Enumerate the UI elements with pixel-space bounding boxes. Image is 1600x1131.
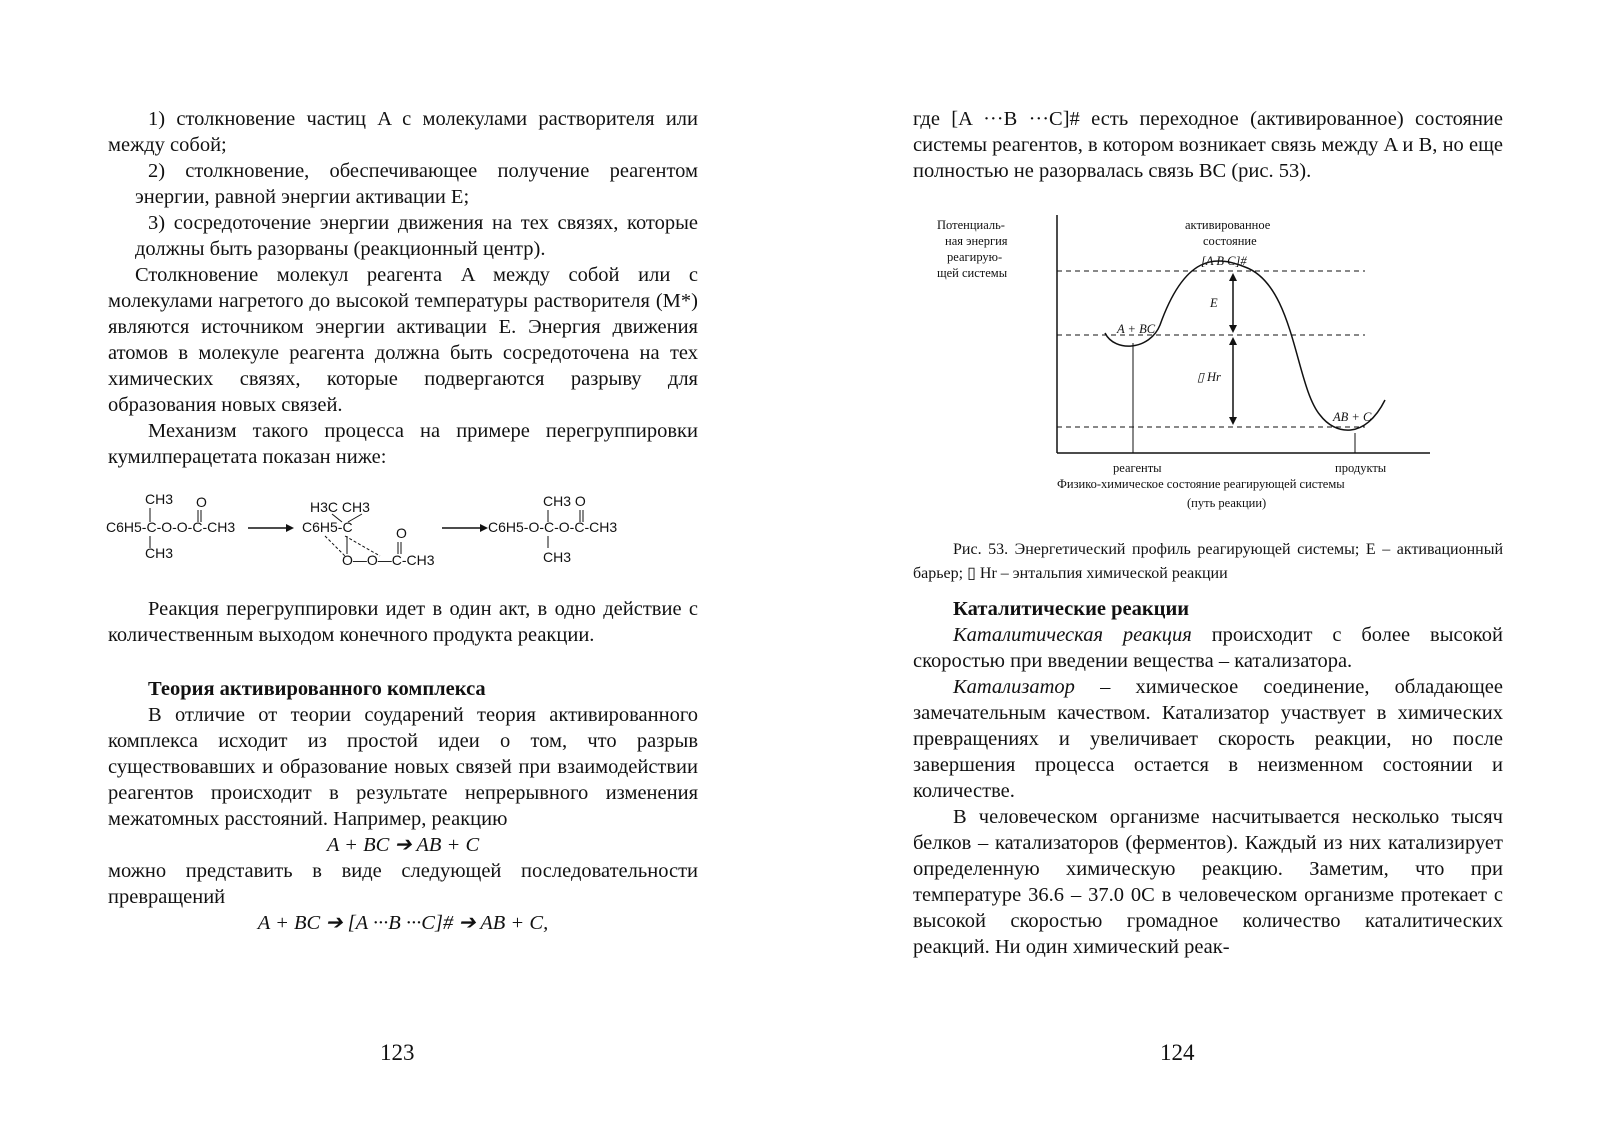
paragraph-catalytic-reaction	[913, 622, 1503, 674]
list-item-3: 3) сосредоточение энергии движения на тех связях, которые должны быть разорваны (реакционный центр).	[135, 212, 698, 260]
ts-label-line-1: активированное	[1185, 218, 1271, 232]
paragraph-mechanism: Механизм такого процесса на примере перегруппировки кумилперацетата показан ниже:	[108, 420, 698, 468]
right-page-lower	[913, 596, 1503, 960]
reactants-formula: A + BC	[1117, 322, 1156, 336]
energy-profile-diagram	[937, 215, 1465, 525]
m2-carbonyl-o: O	[396, 525, 407, 541]
left-page	[108, 106, 698, 470]
page-number-left: 123	[380, 1040, 415, 1065]
x-products-label: продукты	[1335, 461, 1387, 475]
left-page-lower	[108, 596, 698, 936]
paragraph-transition-state: где [A ···B ···C]# есть переходное (активированное) состояние системы реагентов, в котором возникает связь между A и B, но еще полностью не разорвалась связь BC (рис. 53).	[913, 108, 1503, 182]
paragraph-sequence: можно представить в виде следующей последовательности превращений	[108, 860, 698, 908]
x-reactants-label: реагенты	[1113, 461, 1162, 475]
figure-caption: Рис. 53. Энергетический профиль реагирующей системы; E – активационный барьер; ▯ Hr – энтальпия химической реакции	[913, 541, 1503, 582]
products-formula: AB + C	[1333, 410, 1372, 424]
m3-main-chain: C6H5-O-C-O-C-CH3	[488, 519, 618, 535]
heading-catalytic: Каталитические реакции	[953, 598, 1190, 620]
list-item-1: 1) столкновение частиц A с молекулами растворителя или между собой;	[108, 108, 698, 156]
m2-bottom-chain: O—O—C-CH3	[342, 552, 435, 568]
ylabel-line-4: щей системы	[937, 266, 1008, 280]
term-catalyst: Катализатор	[953, 676, 1075, 698]
m2-top-groups: H3C CH3	[310, 499, 370, 515]
xlabel-line-1: Физико-химическое состояние реагирующей системы	[1057, 477, 1345, 491]
paragraph-catalyst	[913, 674, 1503, 804]
m1-carbonyl-o: O	[196, 494, 207, 510]
equation-1: A + BC ➔ AB + C	[326, 834, 480, 856]
ylabel-line-3: реагирую-	[947, 250, 1003, 264]
equation-2: A + BC ➔ [A ···B ···C]# ➔ AB + C,	[257, 912, 549, 934]
ylabel-line-2: ная энергия	[945, 234, 1008, 248]
heading-activated-complex: Теория активированного комплекса	[148, 678, 486, 700]
m1-bottom-group: CH3	[145, 545, 174, 561]
catalyst-text: – химическое соединение, обладающее замечательным качеством. Катализатор участвует в химических превращениях и увеличивает скорость реакции, но после завершения процесса остается в неизменном состоянии и количестве.	[913, 676, 1503, 802]
term-catalytic-reaction: Каталитическая реакция	[953, 624, 1192, 646]
page-number-right: 124	[1160, 1040, 1195, 1065]
m1-main-chain: C6H5-C-O-O-C-CH3	[106, 519, 236, 535]
ylabel-line-1: Потенциаль-	[937, 218, 1005, 232]
paragraph-one-act: Реакция перегруппировки идет в один акт, в одно действие с количественным выходом конечного продукта реакции.	[108, 598, 698, 646]
e-label: E	[1210, 296, 1218, 310]
catalytic-reaction-text: происходит с более высокой скоростью при введении вещества – катализатора.	[913, 624, 1503, 672]
m2-main: C6H5-C	[302, 519, 353, 535]
xlabel-line-2: (путь реакции)	[1187, 496, 1267, 510]
paragraph-activated-complex: В отличие от теории соударений теория активированного комплекса исходит из простой идеи о том, что разрыв существовавших и образование новых связей при взаимодействии реагентов происходит в результате непрерывного изменения межатомных расстояний. Например, реакцию	[108, 704, 698, 830]
m3-bottom-group: CH3	[543, 549, 572, 565]
ts-formula: [A B C]#	[1201, 254, 1247, 268]
ts-label-line-2: состояние	[1203, 234, 1257, 248]
right-page	[913, 106, 1503, 184]
m1-top-group: CH3	[145, 491, 174, 507]
list-item-2: 2) столкновение, обеспечивающее получение реагентом энергии, равной энергии активации E;	[135, 160, 698, 208]
paragraph-enzymes: В человеческом организме насчитывается несколько тысяч белков – катализаторов (ферментов). Каждый из них катализирует определенную химическую реакцию. Заметим, что при температуре 36.6 – 37.0 0С в человеческом организме протекает с высокой скоростью громадное количество каталитических реакций. Ни один химический реак-	[913, 806, 1503, 958]
paragraph-collision: Столкновение молекул реагента A между собой или с молекулами нагретого до высокой температуры растворителя (M*) являются источником энергии активации E. Энергия движения атомов в молекуле реагента должна быть сосредоточена на тех химических связях, которые подвергаются разрыву для образования новых связей.	[108, 264, 698, 416]
m3-top-groups: CH3 O	[543, 493, 586, 509]
dh-label: ▯ Hr	[1197, 370, 1221, 384]
rearrangement-scheme	[100, 491, 660, 594]
